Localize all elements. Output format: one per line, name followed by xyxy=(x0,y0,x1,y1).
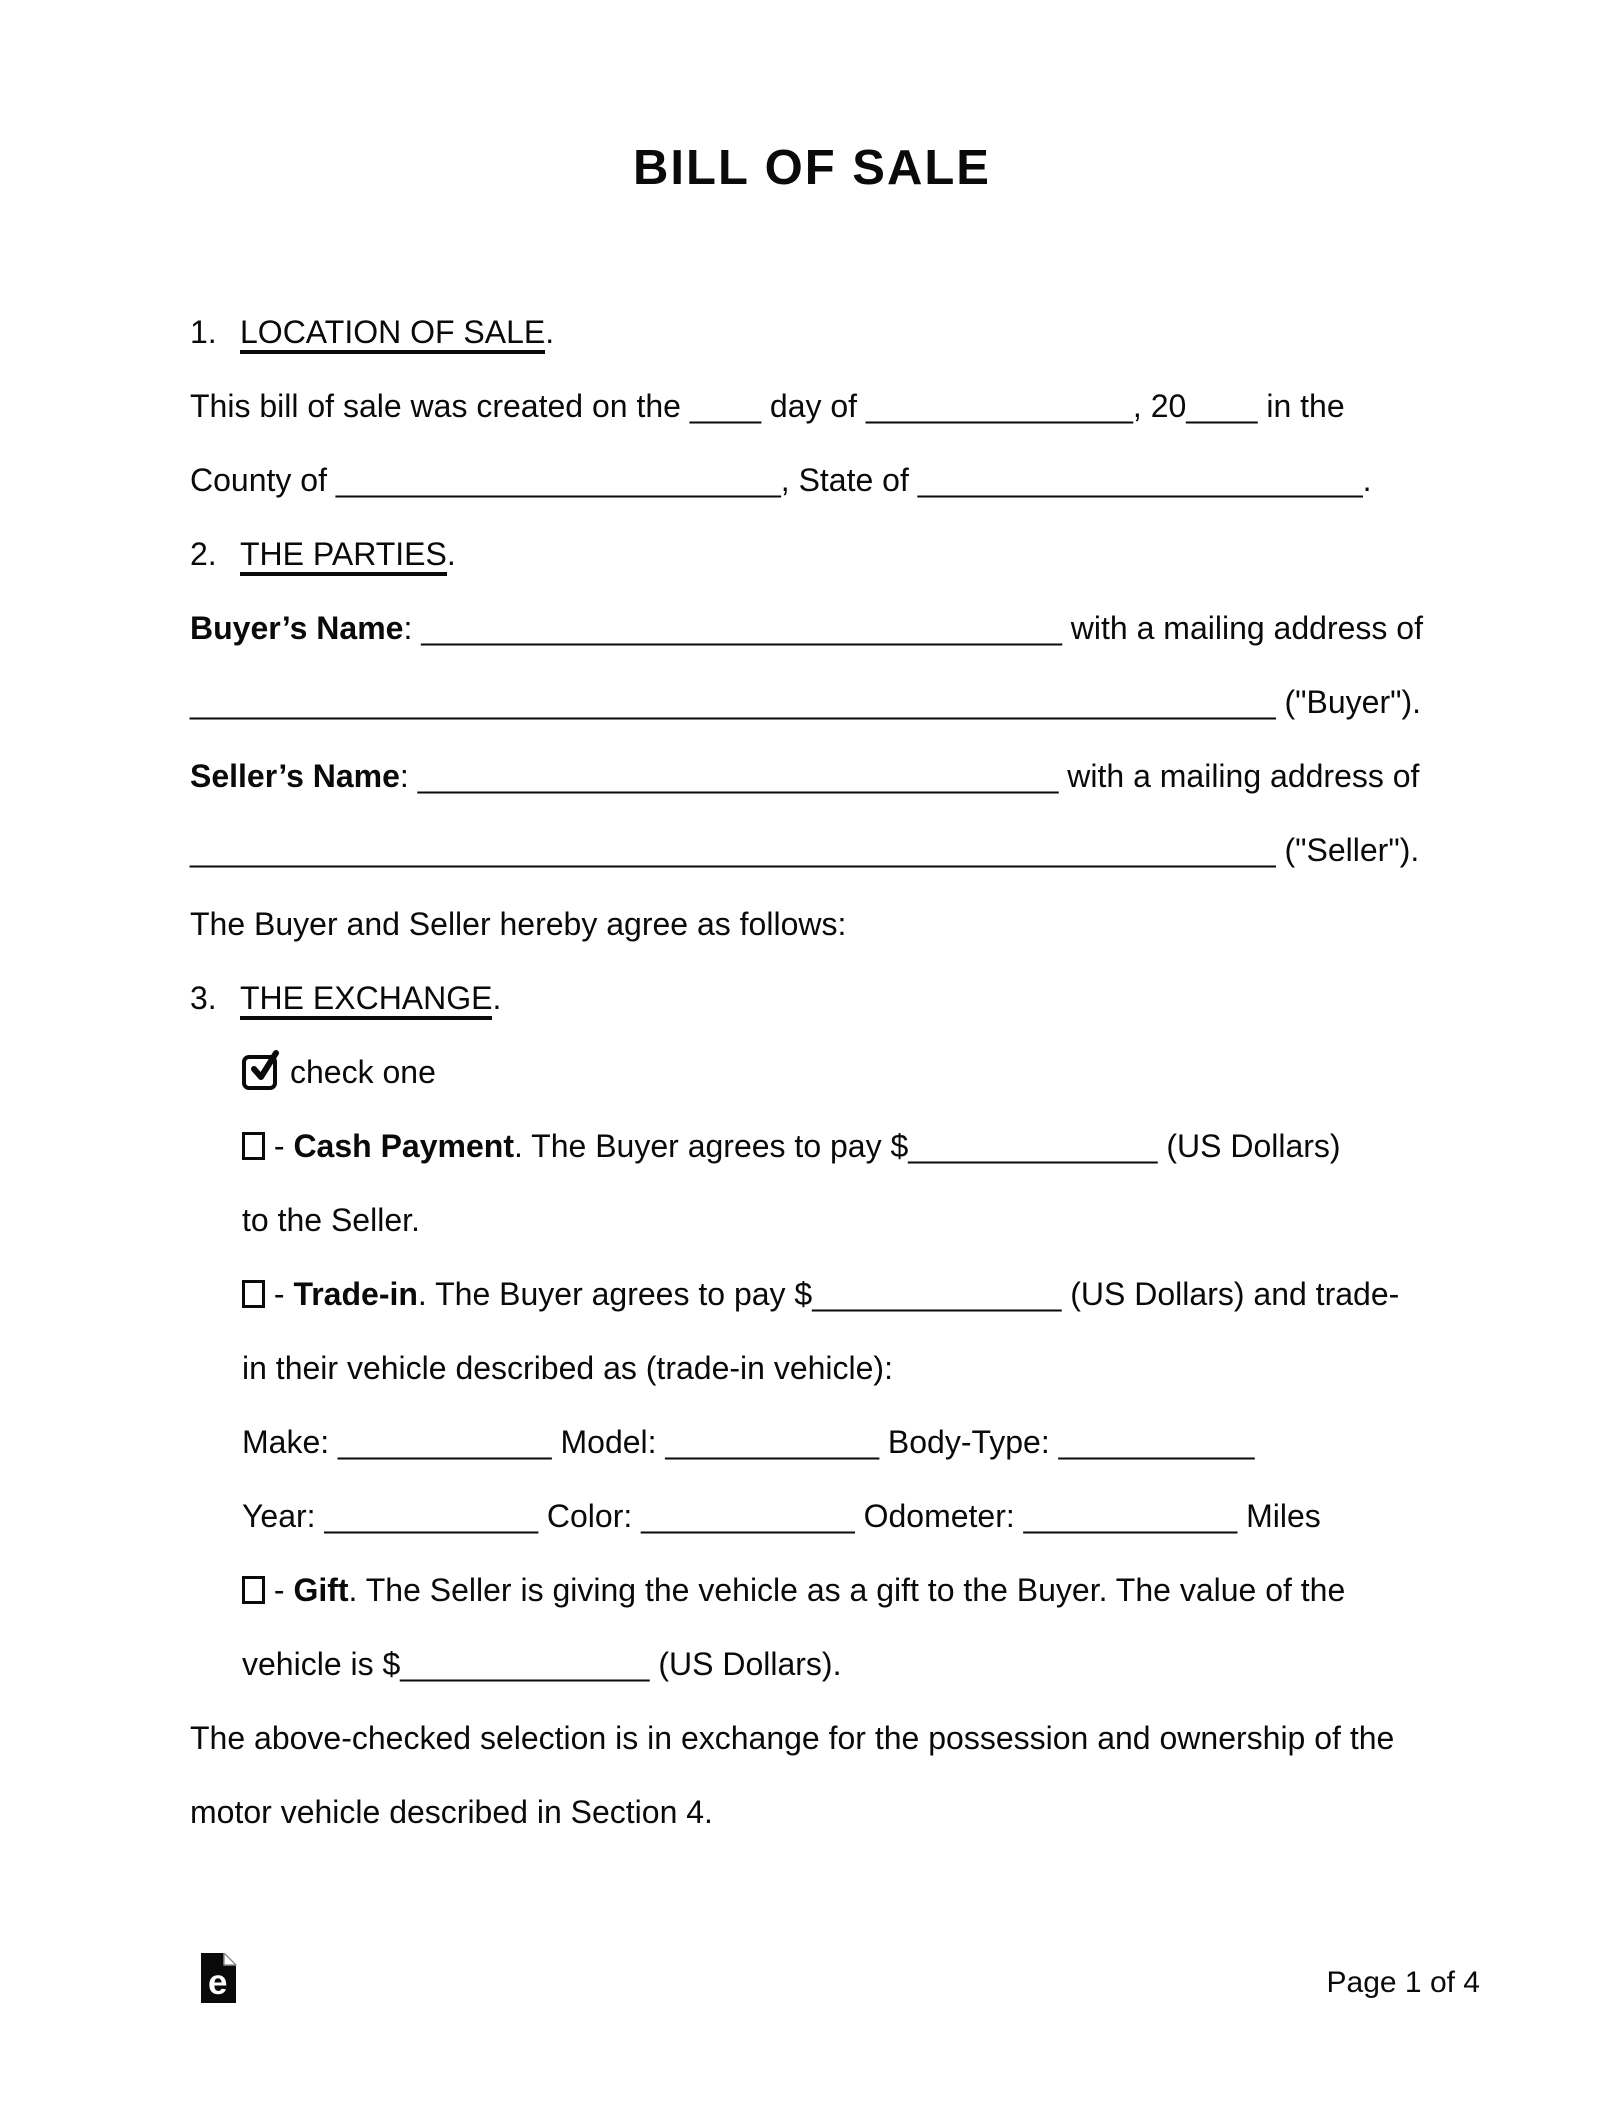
blank-seller-address: _____________________________________________________________ xyxy=(190,832,1276,868)
cash-text-1: . The Buyer agrees to pay $ xyxy=(513,1128,909,1164)
location-line-2 xyxy=(190,443,1450,517)
seller-mailing-text: with a mailing address of xyxy=(1058,758,1420,794)
section-3-heading-line xyxy=(190,961,1450,1035)
blank-color: ____________ xyxy=(641,1498,855,1534)
seller-address-line xyxy=(190,813,1450,887)
section-3-heading: THE EXCHANGE xyxy=(240,980,492,1020)
gift-text-2: vehicle is $ xyxy=(242,1646,401,1682)
section-3-number: 3. xyxy=(190,980,217,1016)
buyer-paren-text: ("Buyer"). xyxy=(1275,684,1422,720)
buyer-name-colon: : xyxy=(403,610,422,646)
vehicle-row-1 xyxy=(190,1405,1450,1479)
trade-in-label: Trade-in xyxy=(293,1276,418,1312)
location-text-2: day of xyxy=(761,388,866,424)
blank-model: ____________ xyxy=(665,1424,879,1460)
trade-text-3: in their vehicle described as (trade-in vehicle): xyxy=(242,1350,893,1386)
blank-day: ____ xyxy=(689,388,761,424)
location-text-1: This bill of sale was created on the xyxy=(190,388,690,424)
section-1-heading: LOCATION OF SALE xyxy=(240,314,545,354)
seller-name-colon: : xyxy=(399,758,418,794)
check-one-label: check one xyxy=(290,1054,436,1090)
blank-make: ____________ xyxy=(338,1424,552,1460)
closing-line-1 xyxy=(190,1701,1450,1775)
page-number: Page 1 of 4 xyxy=(1326,1966,1480,1999)
blank-buyer-name: ____________________________________ xyxy=(421,610,1062,646)
blank-month: _______________ xyxy=(865,388,1133,424)
section-1-heading-period: . xyxy=(545,314,555,350)
blank-state: _________________________ xyxy=(917,462,1363,498)
seller-paren-text: ("Seller"). xyxy=(1275,832,1420,868)
blank-trade-amount: ______________ xyxy=(812,1276,1062,1312)
document-title: BILL OF SALE xyxy=(633,141,991,195)
odometer-label: Odometer: xyxy=(854,1498,1024,1534)
gift-dash: - xyxy=(265,1572,294,1608)
gift-text-1: . The Seller is giving the vehicle as a gift to the Buyer. The value of the xyxy=(348,1572,1346,1608)
buyer-name-label: Buyer’s Name xyxy=(190,610,404,646)
location-text-4: in the xyxy=(1257,388,1345,424)
cash-text-2: (US Dollars) xyxy=(1157,1128,1341,1164)
trade-in-line-2 xyxy=(190,1331,1450,1405)
section-1-number: 1. xyxy=(190,314,217,350)
gift-label: Gift xyxy=(293,1572,349,1608)
trade-text-1: . The Buyer agrees to pay $ xyxy=(417,1276,813,1312)
check-one-line xyxy=(190,1035,1450,1109)
blank-county: _________________________ xyxy=(335,462,781,498)
gift-text-3: (US Dollars). xyxy=(649,1646,842,1682)
section-3-heading-period: . xyxy=(492,980,502,1016)
closing-line-2 xyxy=(190,1775,1450,1849)
section-2-heading-line xyxy=(190,517,1450,591)
county-label: County of xyxy=(190,462,336,498)
cash-payment-line xyxy=(190,1109,1450,1183)
buyer-address-line xyxy=(190,665,1450,739)
trade-text-2: (US Dollars) and trade- xyxy=(1061,1276,1400,1312)
trade-dash: - xyxy=(265,1276,294,1312)
closing-text-1: The above-checked selection is in exchange for the possession and ownership of the xyxy=(190,1720,1395,1756)
blank-odometer: ____________ xyxy=(1023,1498,1238,1534)
cash-payment-line-2 xyxy=(190,1183,1450,1257)
section-2-number: 2. xyxy=(190,536,217,572)
gift-line xyxy=(190,1553,1450,1627)
blank-body-type: ___________ xyxy=(1058,1424,1255,1460)
blank-buyer-address: _____________________________________________________________ xyxy=(190,684,1276,720)
section-2-heading: THE PARTIES xyxy=(240,536,447,576)
cash-text-3: to the Seller. xyxy=(242,1202,420,1238)
document-body xyxy=(190,295,1450,1849)
section-1-heading-line xyxy=(190,295,1450,369)
blank-cash-amount: ______________ xyxy=(908,1128,1158,1164)
blank-year: ____ xyxy=(1186,388,1258,424)
cash-payment-checkbox[interactable] xyxy=(242,1132,265,1160)
section-2-heading-period: . xyxy=(446,536,456,572)
eforms-logo xyxy=(200,1953,237,2012)
blank-year-field: ____________ xyxy=(324,1498,538,1534)
agreement-line xyxy=(190,887,1450,961)
miles-label: Miles xyxy=(1237,1498,1321,1534)
seller-name-line xyxy=(190,739,1450,813)
location-text-3: , 20 xyxy=(1132,388,1187,424)
seller-name-label: Seller’s Name xyxy=(190,758,400,794)
color-label: Color: xyxy=(538,1498,642,1534)
buyer-name-line xyxy=(190,591,1450,665)
trade-in-checkbox[interactable] xyxy=(242,1280,265,1308)
year-label: Year: xyxy=(242,1498,325,1534)
gift-checkbox[interactable] xyxy=(242,1576,265,1604)
cash-dash: - xyxy=(265,1128,294,1164)
gift-line-2 xyxy=(190,1627,1450,1701)
trade-in-line xyxy=(190,1257,1450,1331)
cash-payment-label: Cash Payment xyxy=(293,1128,514,1164)
closing-text-2: motor vehicle described in Section 4. xyxy=(190,1794,713,1830)
blank-seller-name: ____________________________________ xyxy=(417,758,1059,794)
state-label: , State of xyxy=(780,462,918,498)
logo-letter: e xyxy=(208,1963,228,2002)
blank-gift-amount: ______________ xyxy=(400,1646,650,1682)
agreement-text: The Buyer and Seller hereby agree as follows: xyxy=(190,906,847,942)
location-line-2-period: . xyxy=(1362,462,1372,498)
body-type-label: Body-Type: xyxy=(878,1424,1059,1460)
model-label: Model: xyxy=(551,1424,666,1460)
location-line-1 xyxy=(190,369,1450,443)
vehicle-row-2 xyxy=(190,1479,1450,1553)
buyer-mailing-text: with a mailing address of xyxy=(1061,610,1423,646)
checked-checkbox-icon xyxy=(242,1055,277,1090)
make-label: Make: xyxy=(242,1424,339,1460)
